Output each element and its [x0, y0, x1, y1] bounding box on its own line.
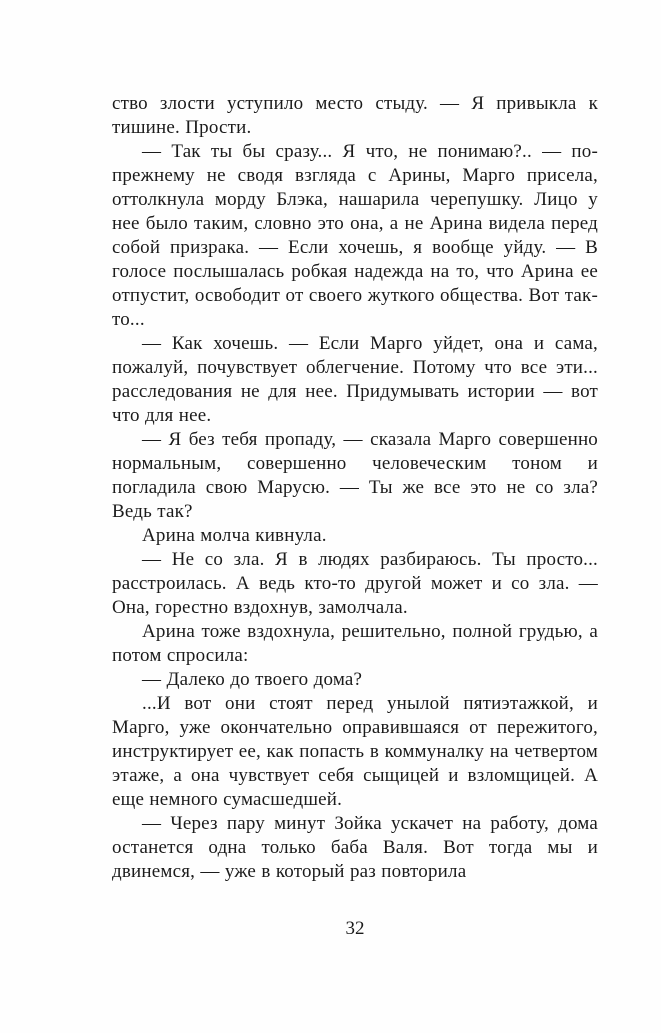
paragraph: Арина молча кивнула. — [142, 525, 327, 546]
paragraph: ...И вот они стоят перед унылой пятиэтажкой, и Марго, уже окончательно оправившаяся от пережитого, инструктирует ее, как попасть в коммуналку на четвертом этаже, а она чувствует себя сыщицей и взломщицей. А еще немного сумасшедшей. — [112, 693, 598, 810]
paragraph: — Так ты бы сразу... Я что, не понимаю?.. — по-прежнему не сводя взгляда с Арины, Марго присела, оттолкнула морду Блэка, нашарила черепушку. Лицо у нее было таким, словно это она, а не Арина видела перед собой призрака. — Если хочешь, я вообще уйду. — В голосе послышалась робкая надежда на то, что Арина ее отпустит, освободит от своего жуткого общества. Вот так-то... — [112, 141, 598, 330]
paragraph: ство злости уступило место стыду. — Я привыкла к тишине. Прости. — [112, 93, 598, 138]
paragraph: — Через пару минут Зойка ускачет на работу, дома останется одна только баба Валя. Вот тогда мы и двинемся, — уже в который раз повторила — [112, 813, 598, 882]
paragraph: — Как хочешь. — Если Марго уйдет, она и сама, пожалуй, почувствует облегчение. Потому что все эти... расследования не для нее. Придумывать истории — вот что для нее. — [112, 333, 598, 426]
paragraph: — Я без тебя пропаду, — сказала Марго совершенно нормальным, совершенно человеческим тоном и погладила свою Марусю. — Ты же все это не со зла? Ведь так? — [112, 429, 598, 522]
paragraph: Арина тоже вздохнула, решительно, полной грудью, а потом спросила: — [112, 621, 598, 666]
paragraph: — Не со зла. Я в людях разбираюсь. Ты просто... расстроилась. А ведь кто-то другой может и со зла. — Она, горестно вздохнув, замолчала. — [112, 549, 598, 618]
paragraph: — Далеко до твоего дома? — [142, 669, 363, 690]
page-number: 32 — [345, 918, 365, 939]
page-text — [112, 92, 598, 884]
